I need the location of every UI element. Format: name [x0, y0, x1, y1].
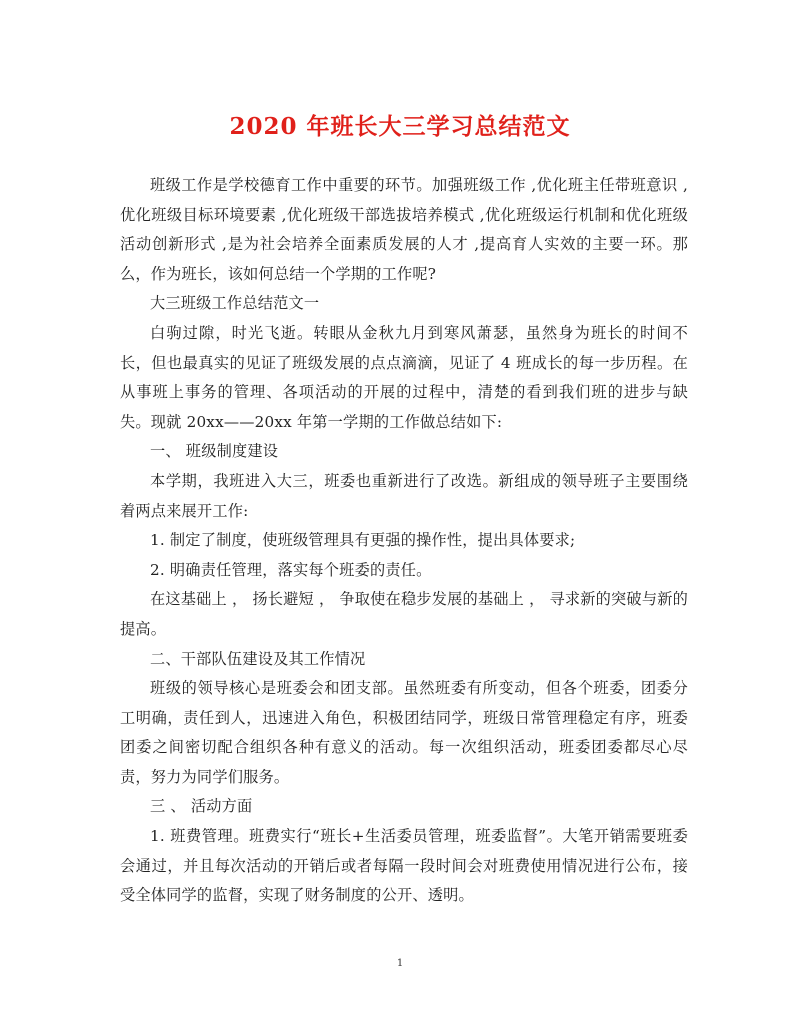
document-body [120, 171, 688, 911]
list-item-1: 1. 制定了制度，使班级管理具有更强的操作性，提出具体要求; [150, 531, 576, 550]
page-number: 1 [396, 958, 404, 969]
paragraph-section-1-end: 在这基础上 ， 扬长避短 ， 争取使在稳步发展的基础上 ， 寻求新的突破与新的提高。 [120, 590, 688, 638]
paragraph-section-1: 本学期，我班进入大三，班委也重新进行了改选。新组成的领导班子主要围绕着两点来展开工作: [120, 471, 688, 520]
paragraph-intro: 班级工作是学校德育工作中重要的环节。加强班级工作 ,优化班主任带班意识 ,优化班级目标环境要素 ,优化班级干部选拔培养模式 ,优化班级运行机制和优化班级活动创新形式 ,是为社会培养全面素质发展的人才 ,提高育人实效的主要一环。那么，作为班长，该如何总结一个学期的工作呢? [120, 176, 688, 283]
paragraph-section-3: 1. 班费管理。班费实行“班长+生活委员管理，班委监督”。大笔开销需要班委会通过，并且每次活动的开销后或者每隔一段时间会对班费使用情况进行公布，接受全体同学的监督，实现了财务制度的公开、透明。 [120, 827, 688, 905]
paragraph-subtitle: 大三班级工作总结范文一 [150, 294, 320, 313]
paragraph-opening: 白驹过隙，时光飞逝。转眼从金秋九月到寒风萧瑟，虽然身为班长的时间不长，但也最真实的见证了班级发展的点点滴滴，见证了 4 班成长的每一步历程。在从事班上事务的管理、各项活动的开展的过程中，清楚的看到我们班的进步与缺失。现就 20xx——20xx 年第一学期的工作做总结如下: [120, 323, 688, 431]
section-heading-3: 三 、 活动方面 [150, 797, 253, 816]
document-title: 2020 年班长大三学习总结范文 [229, 113, 571, 140]
list-item-2: 2. 明确责任管理，落实每个班委的责任。 [150, 560, 432, 579]
section-heading-1: 一、 班级制度建设 [150, 442, 279, 461]
section-heading-2: 二、干部队伍建设及其工作情况 [150, 649, 366, 668]
paragraph-section-2: 班级的领导核心是班委会和团支部。虽然班委有所变动，但各个班委，团委分工明确，责任到人，迅速进入角色，积极团结同学，班级日常管理稳定有序，班委团委之间密切配合组织各种有意义的活动。每一次组织活动，班委团委都尽心尽责，努力为同学们服务。 [120, 679, 688, 786]
